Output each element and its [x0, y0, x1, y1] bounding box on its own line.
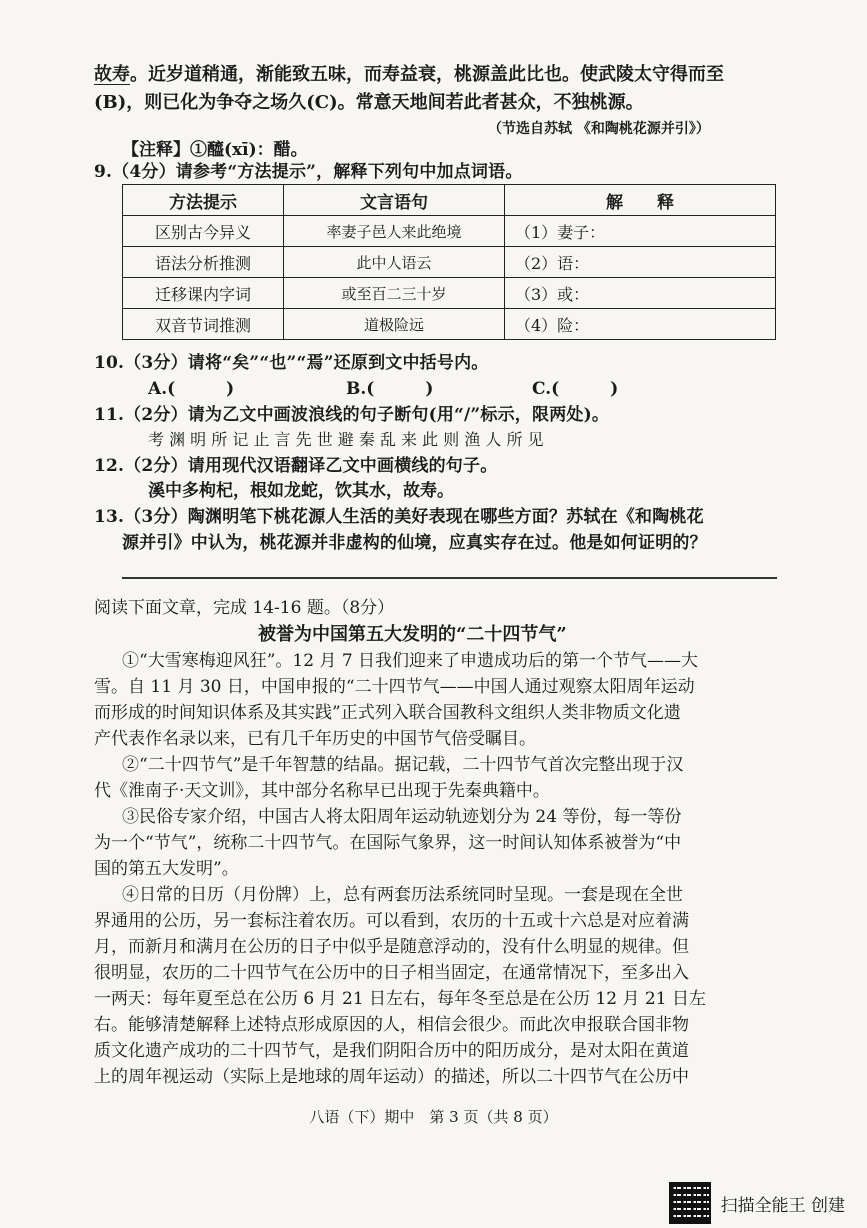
- method-cell: 区别古今异义: [123, 216, 284, 247]
- method-table: [122, 184, 776, 340]
- article-p4-l3: 月，而新月和满月在公历的日子中似乎是随意浮动的，没有什么明显的规律。但: [94, 937, 689, 957]
- method-cell: 语法分析推测: [123, 247, 284, 278]
- passage-line-1: [94, 64, 724, 86]
- q10-blank-b[interactable]: B.( ): [346, 379, 434, 399]
- answer-cell[interactable]: （4）险：: [505, 309, 776, 340]
- article-title: 被誉为中国第五大发明的“二十四节气”: [258, 624, 567, 645]
- article-p1-l3: 而形成的时间知识体系及其实践”正式列入联合国教科文组织人类非物质文化遗: [94, 703, 681, 723]
- article-p4-l7: 质文化遗产成功的二十四节气，是我们阴阳合历中的阳历成分，是对太阳在黄道: [94, 1041, 689, 1061]
- article-p4-l4: 很明显，农历的二十四节气在公历中的日子相当固定，在通常情况下，至多出入: [94, 963, 689, 983]
- question-13-line-2: 源并引》中认为，桃花源并非虚构的仙境，应真实存在过。他是如何证明的？: [122, 533, 707, 553]
- article-p2-l2: 代《淮南子·天文训》，其中部分名称早已出现于先秦典籍中。: [94, 781, 550, 801]
- article-p1-l4: 产代表作名录以来，已有几千年历史的中国节气倍受瞩目。: [94, 729, 536, 749]
- sentence-cell: 率妻子邑人来此绝境: [284, 216, 505, 247]
- watermark-text: 扫描全能王 创建: [720, 1195, 845, 1216]
- method-cell: 双音节词推测: [123, 309, 284, 340]
- article-p1-l1: ①“大雪寒梅迎风狂”。12 月 7 日我们迎来了申遗成功后的第一个节气——大: [122, 651, 699, 671]
- q10-blank-c[interactable]: C.( ): [532, 379, 619, 399]
- article-p2-l1: ②“二十四节气”是千年智慧的结晶。据记载，二十四节气首次完整出现于汉: [122, 755, 684, 775]
- header-method: 方法提示: [123, 185, 284, 216]
- passage-line-2: (B)，则已化为争夺之场久(C)。常意天地间若此者甚众，不独桃源。: [94, 92, 644, 113]
- page-footer: 八语（下）期中 第 3 页（共 8 页）: [309, 1108, 558, 1126]
- q10-blank-a[interactable]: A.( ): [148, 379, 235, 399]
- table-row: [123, 247, 776, 278]
- table-row: [123, 309, 776, 340]
- q12-sentence: 溪中多枸杞，根如龙蛇，饮其水，故寿。: [148, 481, 454, 501]
- underlined-phrase: 故寿: [94, 64, 130, 85]
- sentence-cell: 此中人语云: [284, 247, 505, 278]
- table-row: [123, 216, 776, 247]
- question-12-stem: 12.（2分）请用现代汉语翻译乙文中画横线的句子。: [94, 456, 498, 476]
- answer-cell[interactable]: （1）妻子：: [505, 216, 776, 247]
- scanner-watermark: [669, 1182, 845, 1224]
- question-13-line-1: 13.（3分）陶渊明笔下桃花源人生活的美好表现在哪些方面？苏轼在《和陶桃花: [94, 507, 704, 527]
- sentence-cell: 道极险远: [284, 309, 505, 340]
- answer-cell[interactable]: （2）语：: [505, 247, 776, 278]
- passage-note: 【注释】①醯(xī)：醋。: [122, 140, 308, 160]
- header-sentence: 文言语句: [284, 185, 505, 216]
- article-p3-l1: ③民俗专家介绍，中国古人将太阳周年运动轨迹划分为 24 等份，每一等份: [122, 807, 682, 827]
- passage-source: （节选自苏轼 《和陶桃花源并引》）: [488, 121, 710, 137]
- article-p3-l3: 国的第五大发明”。: [94, 859, 239, 879]
- answer-divider: [122, 577, 777, 579]
- answer-cell[interactable]: （3）或：: [505, 278, 776, 309]
- article-p4-l6: 右。能够清楚解释上述特点形成原因的人，相信会很少。而此次申报联合国非物: [94, 1015, 689, 1035]
- passage-text: 。近岁道稍通，渐能致五味，而寿益衰，桃源盖此比也。使武陵太守得而至: [130, 64, 724, 85]
- qr-code-icon: [669, 1182, 711, 1224]
- question-11-stem: 11.（2分）请为乙文中画波浪线的句子断句(用“/”标示，限两处)。: [94, 405, 610, 425]
- table-row: [123, 278, 776, 309]
- article-p4-l2: 界通用的公历，另一套标注着农历。可以看到，农历的十五或十六总是对应着满: [94, 911, 689, 931]
- article-p4-l8: 上的周年视运动（实际上是地球的周年运动）的描述，所以二十四节气在公历中: [94, 1067, 689, 1087]
- article-p3-l2: 为一个“节气”，统称二十四节气。在国际气象界，这一时间认知体系被誉为“中: [94, 833, 682, 853]
- reading-intro: 阅读下面文章，完成 14-16 题。（8分）: [94, 598, 395, 618]
- header-answer: 解 释: [505, 185, 776, 216]
- method-cell: 迁移课内字词: [123, 278, 284, 309]
- article-p4-l1: ④日常的日历（月份牌）上，总有两套历法系统同时呈现。一套是现在全世: [122, 885, 683, 905]
- sentence-cell: 或至百二三十岁: [284, 278, 505, 309]
- article-p1-l2: 雪。自 11 月 30 日，中国申报的“二十四节气——中国人通过观察太阳周年运动: [94, 677, 695, 697]
- article-p4-l5: 一两天：每年夏至总在公历 6 月 21 日左右，每年冬至总是在公历 12 月 21 日左: [94, 989, 706, 1009]
- question-10-stem: 10.（3分）请将“矣”“也”“焉”还原到文中括号内。: [94, 353, 489, 373]
- question-9-stem: 9.（4分）请参考“方法提示”，解释下列句中加点词语。: [94, 162, 523, 182]
- table-header-row: [123, 185, 776, 216]
- q11-sentence: 考 渊 明 所 记 止 言 先 世 避 秦 乱 来 此 则 渔 人 所 见: [148, 430, 544, 449]
